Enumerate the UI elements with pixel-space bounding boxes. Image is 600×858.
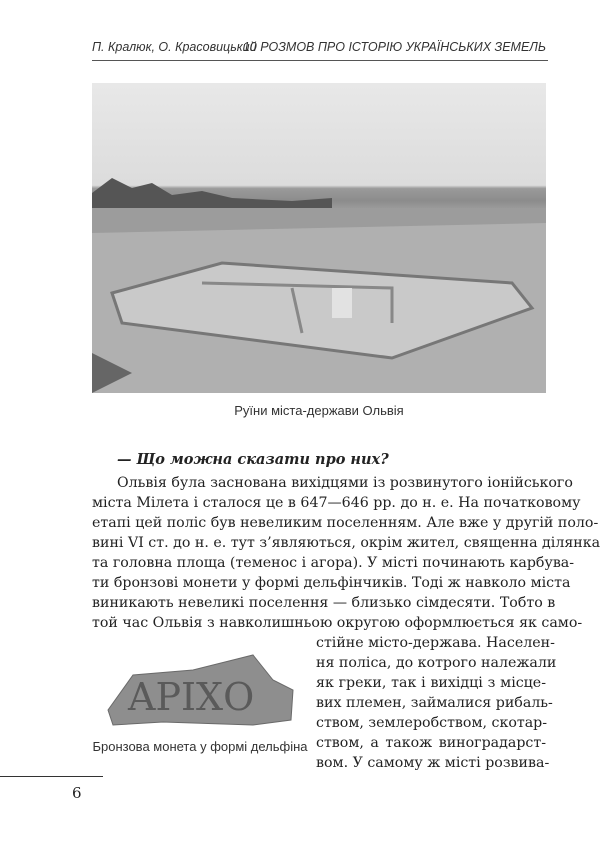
body-line: вих племен, займалися рибаль-	[316, 695, 553, 711]
body-line: Ольвія була заснована вихідцями із розвинутого іонійського	[117, 475, 573, 491]
dolphin-coin-image	[103, 650, 298, 730]
body-line: етапі цей поліс був невеликим поселенням. Але вже у другій поло-	[92, 515, 599, 531]
body-line: міста Мілета і сталося це в 647—646 рр. до н. е. На початковому	[92, 495, 581, 511]
header-book-title: 10 РОЗМОВ ПРО ІСТОРІЮ УКРАЇНСЬКИХ ЗЕМЕЛЬ	[242, 40, 546, 54]
body-line: ти бронзові монети у формі дельфінчиків. Тоді ж навколо міста	[92, 575, 571, 591]
body-line: ня поліса, до котрого належали	[316, 655, 557, 671]
olbia-ruins-photo	[92, 83, 546, 393]
body-line: та головна площа (теменос і агора). У місті починають карбува-	[92, 555, 575, 571]
coin-inscription: ΑΡΙΧΟ	[128, 675, 255, 719]
footer-rule	[0, 776, 103, 777]
body-line: вині VI ст. до н. е. тут з’являються, окрім жител, священна ділянка	[92, 535, 600, 551]
body-line: як греки, так і вихідці з місце-	[316, 675, 546, 691]
header-authors: П. Кралюк, О. Красовицький	[92, 40, 257, 54]
question-heading: — Що можна сказати про них?	[117, 451, 389, 468]
body-line: стійне місто-держава. Населен-	[316, 635, 555, 651]
header-rule	[92, 60, 548, 61]
body-line: ством, землеробством, скотар-	[316, 715, 548, 731]
body-line: ством, а також виноградарст-	[316, 735, 546, 751]
page-number: 6	[72, 784, 82, 802]
body-line: вом. У самому ж місті розвива-	[316, 755, 550, 771]
body-line: виникають невеликі поселення — близько сімдесяти. Тобто в	[92, 595, 556, 611]
coin-caption: Бронзова монета у формі дельфіна	[92, 739, 308, 754]
photo-caption: Руїни міста-держави Ольвія	[234, 403, 404, 418]
body-line: той час Ольвія з навколишньою округою оформлюється як само-	[92, 615, 583, 631]
